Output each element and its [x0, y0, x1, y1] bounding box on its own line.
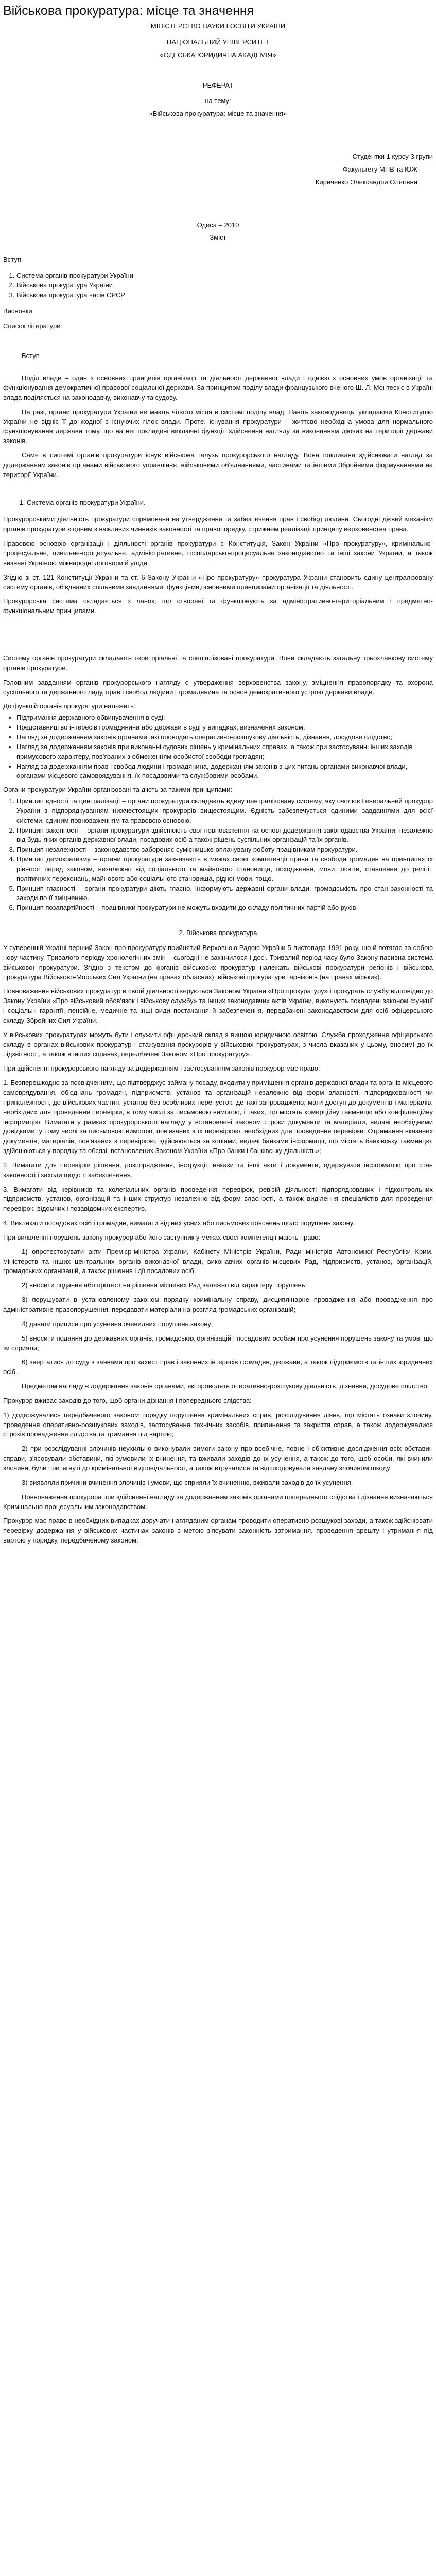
section2-paragraph: При виявленні порушень закону прокурор або його заступник у межах своєї компетенції мають право:	[3, 1233, 321, 1241]
intro-paragraph: Саме в системі органів прокуратури існує військова галузь прокурорського нагляду. Вона покликана здійснювати нагляд за додержанням законів органами військового управління, військовими об'єднаннями, частинами та іншими Збройними формуваннями на території України.	[3, 451, 433, 479]
toc-item: 2. Військова прокуратура України	[16, 281, 433, 291]
city-year: Одеса – 2010	[197, 221, 239, 229]
document-title: Військова прокуратура: місце та значення	[3, 4, 254, 18]
section2-paragraph: 4. Викликати посадових осіб і громадян, вимагати від них усних або письмових пояснень щодо порушень закону.	[3, 1219, 355, 1227]
contents-title: Зміст	[210, 233, 226, 242]
student-line-faculty: Факультету МПВ та ЮЖ	[342, 165, 417, 173]
essay-topic: «Військова прокуратура: місце та значення»	[149, 110, 287, 118]
section1-paragraph: Систему органів прокуратури складають територіальні та спеціалізовані прокуратури. Вони складають загальну трьохланкову систему органів прокуратури.	[3, 654, 433, 672]
section2-paragraph: 1. Безперешкодно за посвідченням, що підтверджує займану посаду, входити у приміщення органів державної влади та органів місцевого самоврядування, об'єднань громадян, підприємств, установ та організацій незалежно від форм власності, підпорядкованості чи приналежності, до військових частин, установ без особливих перепусток, де такі запроваджено; мати доступ до документів і матеріалів, необхідних для проведення перевірки, в тому числі за письмовою вимогою, і таких, що містять комерційну таємницю або конфіденційну інформацію. Вимагати у рамках прокурорського нагляду у встановлені законом строки документи та матеріали, видані необхідними довідками, у тому числі за письмовою вимогою, пов'язаних з їх перевіркою, необхідних для проведення перевірки. Отримання вказаних документів, матеріалів, пов'язаних з перевіркою, здійснюється за копіями, видачі банками інформації, що містять банківську таємницю, здійснюються у порядку та обсязі, встановлених Законом України «Про банки і банківську діяльність»;	[3, 1079, 433, 1155]
function-item: • Підтримання державного обвинувачення в суді;	[16, 713, 433, 723]
principles-intro: Органи прокуратури України організовані та діють за такими принципами:	[3, 786, 232, 794]
section2-paragraph: 6) звертатися до суду з заявами про захист прав і законних інтересів громадян, держави, а також підприємств та інших юридичних осіб.	[3, 1358, 433, 1376]
topic-label: на тему:	[205, 97, 231, 105]
section2-paragraph: 3) порушувати в установленому законом порядку кримінальну справу, дисциплінарне провадження або провадження про адміністративне правопорушення, передавати матеріали на розгляд громадських організацій;	[3, 1296, 433, 1313]
section2-paragraph: У суверенній Україні перший Закон про прокуратуру прийнятий Верховною Радою України 5 листопада 1991 року, що й потягло за собою нову частину. Тривалого періоду хронологічних змін – сьогодні не закінчилося і досі. Тривалий період часу було Закону пасивна система військової прокуратури. Згідно з текстом до органів військових прокуратур належать військові прокуратури регіонів і військова прокуратура Військово-Морських Сил України (на правах обласних), військові прокуратури гарнізонів (на правах міських).	[3, 944, 433, 981]
principle-item: 4. Принцип демократизму – органи прокуратури зазначають в межах своєї компетенції права та свободи громадян на принципах їх рівності перед законом, незалежно від соціального та майнового становища, походження, мови, освіти, ставлення до релігії, політичних переконань, майнового або соціального становища, рідної мови, тощо.	[16, 855, 433, 884]
section2-paragraph: 3) виявляли причини вчинення злочинів і умови, що сприяли їх вчиненню, вживали заходів до їх усунення.	[22, 1478, 353, 1486]
section2-paragraph: 4) давати приписи про усунення очевидних порушень закону;	[22, 1319, 213, 1328]
section2-paragraph: 3. Вимагати від керівників та колегіальних органів проведення перевірок, ревізій діяльності підпорядкованих і підконтрольних підприємств, установ, організацій та інших структур незалежно від форм власності, а також виділення спеціалістів для проведення перевірок, відомчих і позавідомчих експертиз.	[3, 1185, 433, 1213]
essay-label: РЕФЕРАТ	[202, 81, 234, 89]
section2-paragraph: 2. Вимагати для перевірки рішення, розпорядження, інструкції, накази та інші акти і документи, одержувати інформацію про стан законності і заходи щодо її забезпечення.	[3, 1161, 433, 1179]
toc-intro: Вступ	[3, 256, 21, 264]
section2-paragraph: 2) вносити подання або протест на рішення місцевих Рад залежно від характеру порушень;	[22, 1281, 307, 1290]
academy-line: «ОДЕСЬКА ЮРИДИЧНА АКАДЕМІЯ»	[160, 50, 276, 59]
intro-paragraph: На разі, органи прокуратури України не мають чіткого місця в системі поділу влад. Навіть законодавець, укладаючи Конституцію України не відніс її до жодної з існуючих гілок влади. Проте, існування прокуратури – життєво необхідна умова для нормального функціонування держави тому, що на неї покладені виключні функції, здійснення нагляду за виконанням діючих на території держави законів.	[3, 408, 433, 445]
intro-paragraph: Поділ влади – один з основних принципів організації та діяльності державної влади і однією з основних умов організації та функціонування демократичної правової соціальної держави. За принципом поділу влади французького вченого Ш. Л. Монтеск'є в Україні влада поділяється на законодавчу, виконавчу та судову.	[3, 374, 433, 401]
toc-references: Список літератури	[3, 321, 61, 330]
function-item: • Нагляд за додержанням законів при виконанні судових рішень у кримінальних справах, а також при застосуванні інших заходів примусового характеру, пов'язаних з обмеженням особистої свободи громадян;	[16, 742, 433, 762]
section2-heading: 2. Військова прокуратура	[179, 929, 257, 937]
section1-heading: 1. Система органів прокуратури України.	[27, 498, 433, 508]
principle-item: 2. Принцип законності – органи прокуратури здійснюють свої повноваження на основі додержання законодавства України, незалежно від будь-яких органів державної влади, посадових осіб а також рішень суспільних організацій та їх органів.	[16, 826, 433, 845]
student-line-course: Студентки 1 курсу 3 групи	[352, 152, 433, 161]
section2-paragraph: Прокурор вживає заходів до того, щоб органи дізнання і попереднього слідства:	[3, 1396, 252, 1404]
section1-paragraph: Згідно зі ст. 121 Конституції України та ст. 6 Закону України «Про прокуратуру» прокуратура України становить єдину централізовану систему органів, об'єднаних спільними завданнями, функціями,основними принципами організації та діяльності.	[3, 573, 433, 591]
university-line: НАЦІОНАЛЬНИЙ УНІВЕРСИТЕТ	[167, 38, 269, 46]
section1-paragraph: До функцій органів прокуратури належить:	[3, 702, 136, 710]
section1-paragraph: Прокурорська система складається з ланок, що створені та функціонують за адміністративно-територіальним і предметно-функціональним принципами.	[3, 597, 433, 615]
principle-item: 6. Принцип позапартійності – працівники прокуратури не можуть входити до складу політичних партій або рухів.	[16, 903, 433, 913]
section2-paragraph: 1) опротестовувати акти Прем'єр-міністра України, Кабінету Міністрів України, Ради міністрів Автономної Республіки Крим, міністерств та інших центральних органів виконавчої влади, виконавчих органів місцевих Рад, підприємств, установ, організацій, громадських організацій, а також рішення і дії посадових осіб;	[3, 1247, 433, 1275]
student-line-name: Кириченко Олександри Олегівни	[315, 178, 417, 186]
section2-paragraph: При здійсненні прокурорського нагляду за додержанням і застосуванням законів прокурор має право:	[3, 1064, 320, 1073]
function-item: • Представництво інтересів громадянина або держави в суді у випадках, визначених законом;	[16, 723, 433, 733]
section1-paragraph: Правовою основою організації і діяльності органів прокуратури є Конституція, Закон України «Про прокуратуру», кримінально-процесуальне, цивільне-процесуальне, адміністративне, господарсько-процесуальне законодавство та інші закони України, а також визнані Україною міжнародні договори й угоди.	[3, 539, 433, 567]
functions-list	[3, 713, 433, 781]
function-item: • Нагляд за додержанням законів органами, які проводять оперативно-розшукову діяльність, дізнання, досудове слідство;	[16, 733, 433, 742]
toc-list	[3, 271, 433, 300]
function-item: • Нагляд за додержанням прав і свобод людини і громадянина, додержанням законів з цих питань органами виконавчої влади, органами місцевого самоврядування, їх посадовими та службовими особами.	[16, 762, 433, 782]
principles-list	[3, 796, 433, 913]
section2-paragraph: Прокурор має право в необхідних випадках доручати нагляданим органам проводити оперативно-розшукові заходи, а також здійснювати перевірку додержання у військових частинах законів з метою з'ясувати законність затримання, проведення арешту і утримання під вартою у порядку, передбаченому законом.	[3, 1517, 433, 1545]
intro-heading: Вступ	[22, 352, 40, 360]
section1-heading-list	[3, 498, 433, 508]
ministry-line: МІНІСТЕРСТВО НАУКИ І ОСВІТИ УКРАЇНИ	[150, 22, 286, 30]
section1-paragraph: Прокурорськими діяльність прокуратури спрямована на утвердження та забезпечення прав і свобод людини. Сьогодні дієвий механізм органів прокуратури є одним з важливих чинників законності та правопорядку, стрижнем реалізації принципу верховенства права.	[3, 515, 433, 533]
section2-paragraph: 2) при розслідуванні злочинів неухильно виконували вимоги закону про всебічне, повне і об'єктивне дослідження всіх обставин справи, з'ясовували обставини, які зумовили їх вчинення, та вживали заходів до їх усунення, а також до того, щоб особи, які вчинили злочини, були притягнуті до кримінальної відповідальності, а також втручалися та відшкодовували завдану злочином шкоду;	[3, 1445, 433, 1472]
section2-paragraph: У військових прокуратурах можуть бути і служити офіцерський склад з вищою юридичною освітою. Служба проходження офіцерського складу в органах військових прокуратур і стажування прокурорів у військових прокуратурах, з числа вказаних у цьому, вносимі до їх підзвітності, а також в інших справах, передбачені Законом «Про прокуратуру».	[3, 1030, 433, 1058]
toc-conclusions: Висновки	[3, 307, 32, 315]
section1-paragraph: Головним завданням органів прокурорського нагляду є утвердження верховенства закону, зміцнення правопорядку та охорона суспільного та державного ладу, прав і свобод людини і громадянина та основ демократичного устрою держави влади.	[3, 678, 433, 696]
toc-item: 1. Система органів прокуратури України	[16, 271, 433, 281]
toc-item: 3. Військова прокуратура часів СРСР	[16, 291, 433, 300]
section2-paragraph: Повноваження прокурора при здійсненні нагляду за додержанням законів органами попереднього слідства і дізнання визначаються Кримінально-процесуальним законодавством.	[3, 1493, 433, 1511]
section2-paragraph: Повноваження військових прокуратур в своїй діяльності керуються Законом України «Про прокуратуру» і прокурать службу відповідно до Закону України «Про військовий обов'язок і військову службу» та інших законодавчих актів України, виконують покладені законом функції і соціальні гарантії, пенсійне, медичне та інші види постачання й забезпечення, передбачені законодавством для осіб офіцерського складу Збройних Сил України.	[3, 987, 433, 1024]
principle-item: 1. Принцип єдності та централізації – органи прокуратури складають єдину централізовану систему, яку очолює Генеральний прокурор України з підпорядкуванням нижчестоящих прокурорів вищестоящим. Єдність забезпечується єдиними завданнями для всієї системи, єдиним повноваженням та правовою основою.	[16, 796, 433, 826]
principle-item: 5. Принцип гласності – органи прокуратури діють гласно. Інформують державні органи влади, громадськість про стан законності та заходи по її зміцненню.	[16, 884, 433, 904]
principle-item: 3. Принцип незалежності – законодавство забороняє сумісницьке оплачувану роботу працівникам прокуратури.	[16, 845, 433, 855]
section2-paragraph: 5) вносити подання до державних органів, громадських організацій і посадовим особам про усунення порушень закону та умов, що їм сприяли;	[3, 1334, 433, 1352]
section2-paragraph: 1) додержувалися передбаченого законом порядку порушення кримінальних справ, розслідування діянь, що містять ознаки злочину, проведення оперативно-розшукових заходів, застосування технічних засобів, припинення та закриття справ, а також додержувалися строків провадження слідства та тримання під вартою;	[3, 1411, 433, 1438]
section2-paragraph: Предметом нагляду є додержання законів органами, які проводять оперативно-розшукову діяльність, дізнання, досудове слідство.	[22, 1382, 429, 1391]
